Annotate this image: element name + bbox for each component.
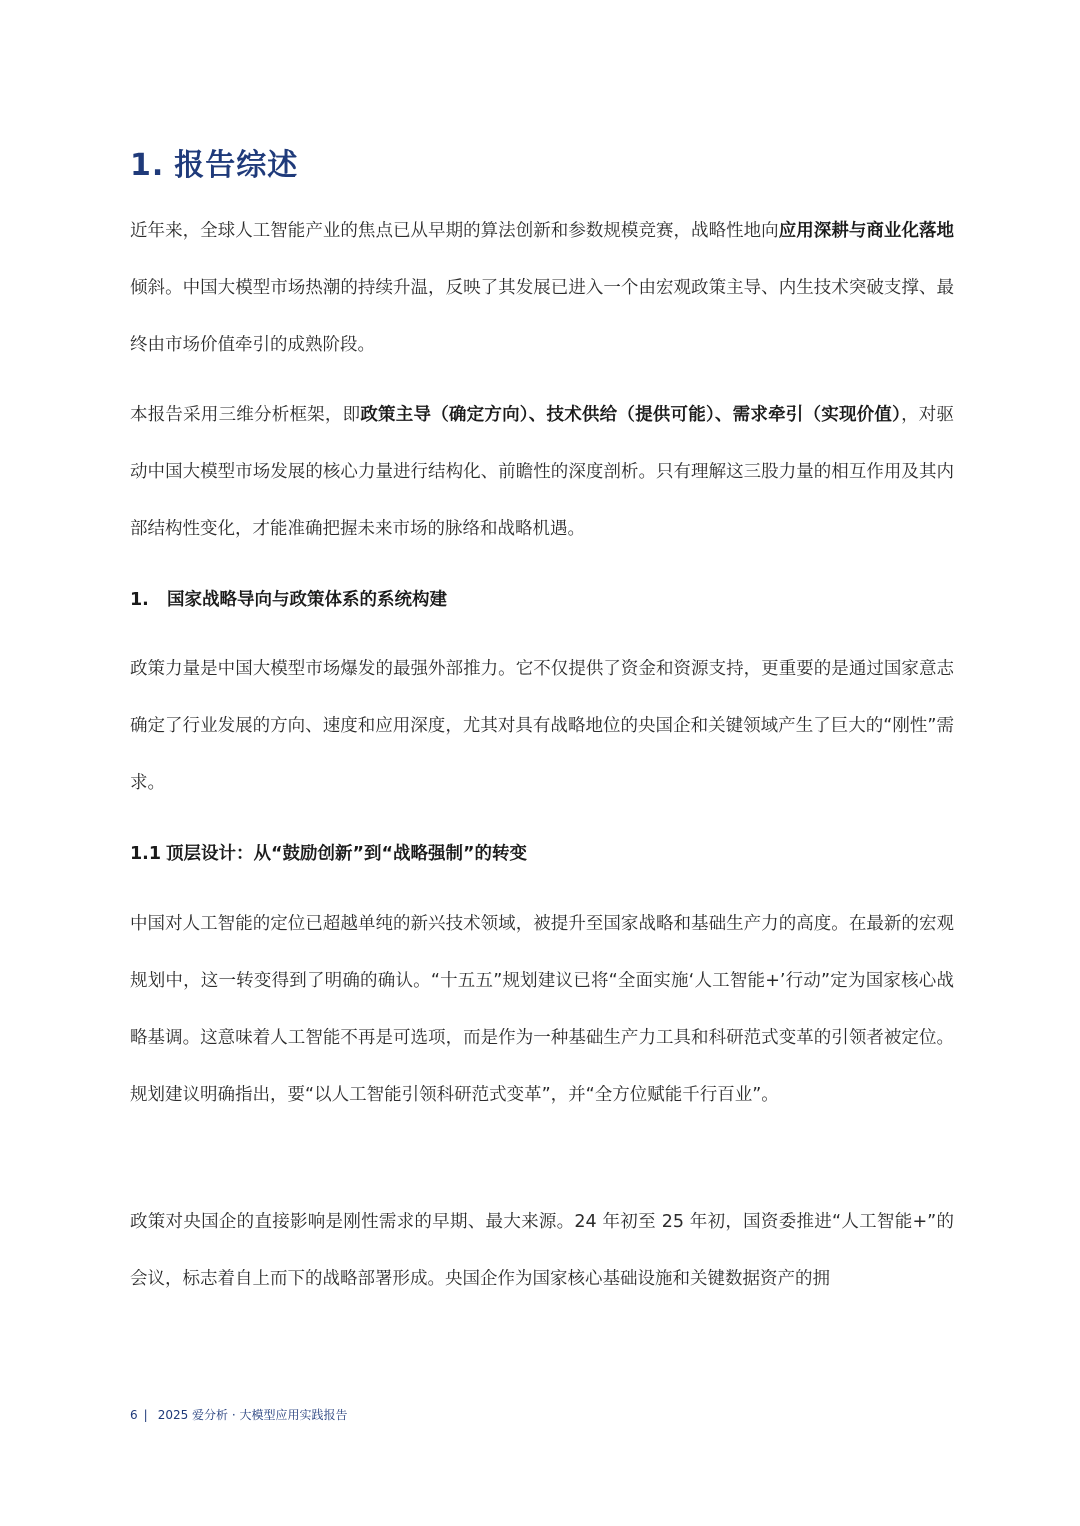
paragraph-intro-text-start: 近年来，全球人工智能产业的焦点已从早期的算法创新和参数规模竞赛，战略性地向: [130, 221, 779, 241]
subheading-national-strategy: [130, 586, 447, 614]
section-number: 1.: [130, 148, 165, 183]
paragraph-intro: [130, 203, 954, 374]
paragraph-ai-positioning: 中国对人工智能的定位已超越单纯的新兴技术领域，被提升至国家战略和基础生产力的高度。在最新的宏观规划中，这一转变得到了明确的确认。“十五五”规划建议已将“全面实施‘人工智能+’行动”定为国家核心战略基调。这意味着人工智能不再是可选项，而是作为一种基础生产力工具和科研范式变革的引领者被定位。规划建议明确指出，要“以人工智能引领科研范式变革”，并“全方位赋能千行百业”。: [130, 914, 954, 1105]
page-footer: [130, 1406, 348, 1423]
subheading-title: 国家战略导向与政策体系的系统构建: [167, 590, 447, 610]
paragraph-intro-emphasis: 应用深耕与商业化落地: [778, 221, 955, 241]
paragraph-policy-force: 政策力量是中国大模型市场爆发的最强外部推力。它不仅提供了资金和资源支持，更重要的是通过国家意志确定了行业发展的方向、速度和应用深度，尤其对具有战略地位的央国企和关键领域产生了巨大的“刚性”需求。: [130, 659, 954, 793]
footer-separator: |: [143, 1408, 148, 1422]
paragraph-framework-text-start: 本报告采用三维分析框架，即: [130, 405, 361, 425]
paragraph-framework-text-end: ，对驱动中国大模型市场发展的核心力量进行结构化、前瞻性的深度剖析。只有理解这三股力量的相互作用及其内部结构性变化，才能准确把握未来市场的脉络和战略机遇。: [130, 405, 955, 539]
section-title: 报告综述: [174, 148, 299, 183]
paragraph-soe-impact: 政策对央国企的直接影响是刚性需求的早期、最大来源。24 年初至 25 年初，国资委推进“人工智能+”的会议，标志着自上而下的战略部署形成。央国企作为国家核心基础设施和关键数据资产的拥: [130, 1212, 954, 1289]
subheading-number: 1.: [130, 590, 149, 610]
subheading-title: 顶层设计：从“鼓励创新”到“战略强制”的转变: [166, 844, 528, 864]
footer-page-number: 6: [130, 1408, 138, 1422]
page-title: [130, 140, 298, 184]
subheading-number: 1.1: [130, 844, 162, 864]
paragraph-intro-text-end: 倾斜。中国大模型市场热潮的持续升温，反映了其发展已进入一个由宏观政策主导、内生技术突破支撑、最终由市场价值牵引的成熟阶段。: [130, 278, 954, 355]
footer-report-title: 2025 爱分析 · 大模型应用实践报告: [157, 1408, 348, 1422]
paragraph-framework-emphasis: 政策主导（确定方向）、技术供给（提供可能）、需求牵引（实现价值）: [360, 405, 902, 425]
paragraph-framework: [130, 387, 954, 558]
subheading-top-level-design: [130, 840, 527, 868]
